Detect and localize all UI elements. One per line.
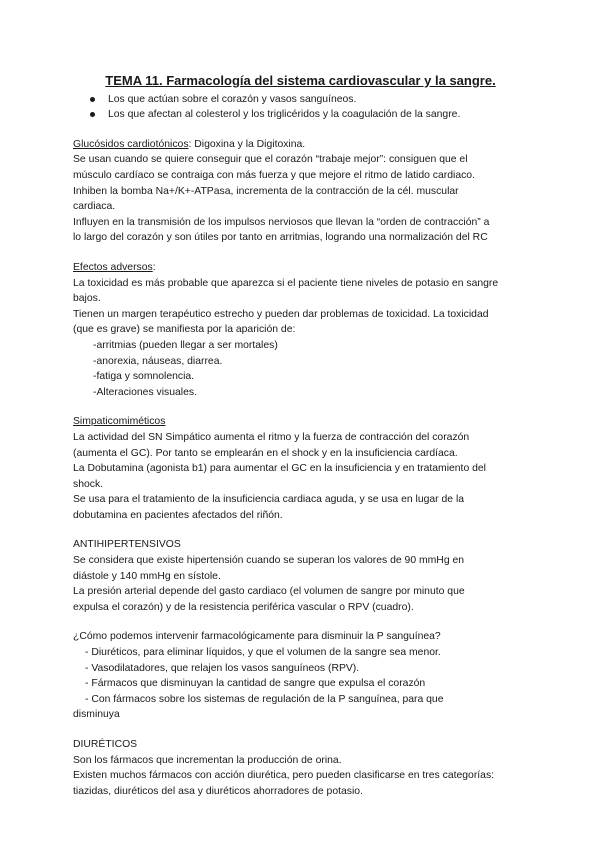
- section-heading: Glucósidos cardiotónicos: [73, 138, 189, 150]
- paragraph-line: (aumenta el GC). Por tanto se emplearán en el shock y en la insuficiencia cardíaca.: [73, 447, 458, 459]
- list-item: -Alteraciones visuales.: [93, 386, 197, 398]
- list-item: - Con fármacos sobre los sistemas de regulación de la P sanguínea, para que: [85, 693, 444, 705]
- paragraph-line: Se considera que existe hipertensión cuando se superan los valores de 90 mmHg en: [73, 555, 465, 567]
- paragraph-line: bajos.: [73, 293, 101, 305]
- document-content: [73, 72, 528, 799]
- paragraph-line: cardiaca.: [73, 201, 116, 213]
- list-item: - Vasodilatadores, que relajen los vasos sanguíneos (RPV).: [85, 662, 360, 674]
- paragraph-line: disminuya: [73, 709, 120, 721]
- paragraph-line: La actividad del SN Simpático aumenta el ritmo y la fuerza de contracción del corazón: [73, 431, 470, 443]
- paragraph-line: (que es grave) se manifiesta por la aparición de:: [73, 324, 296, 336]
- section-glucosidos: [73, 137, 528, 246]
- paragraph-line: Tienen un margen terapéutico estrecho y pueden dar problemas de toxicidad. La toxicidad: [73, 308, 489, 320]
- paragraph-line: La presión arterial depende del gasto cardiaco (el volumen de sangre por minuto que: [73, 586, 465, 598]
- section-heading: ¿Cómo podemos intervenir farmacológicamente para disminuir la P sanguínea?: [73, 631, 441, 643]
- paragraph-line: Existen muchos fármacos con acción diurética, pero pueden clasificarse en tres categorías:: [73, 770, 495, 782]
- paragraph-line: Influyen en la transmisión de los impulsos nerviosos que llevan la “orden de contracción” a: [73, 216, 490, 228]
- bullet-item: Los que afectan al colesterol y los triglicéridos y la coagulación de la sangre.: [73, 107, 528, 122]
- page-title: TEMA 11. Farmacología del sistema cardiovascular y la sangre.: [105, 73, 496, 88]
- paragraph-line: Se usan cuando se quiere conseguir que el corazón “trabaje mejor”: consiguen que el: [73, 154, 468, 166]
- paragraph-line: tiazidas, diuréticos del asa y diuréticos ahorradores de potasio.: [73, 785, 363, 797]
- section-heading-line: [73, 137, 528, 153]
- list-item: - Fármacos que disminuyan la cantidad de sangre que expulsa el corazón: [85, 678, 426, 690]
- list-item: -fatiga y somnolencia.: [93, 371, 195, 383]
- section-heading: Simpaticomiméticos: [73, 416, 166, 428]
- paragraph-line: Son los fármacos que incrementan la producción de orina.: [73, 754, 342, 766]
- paragraph-line: lo largo del corazón y son útiles por tanto en arritmias, logrando una normalización del RC: [73, 232, 488, 244]
- paragraph-line: diástole y 140 mmHg en sístole.: [73, 570, 221, 582]
- paragraph-line: shock.: [73, 478, 104, 490]
- paragraph-line: Se usa para el tratamiento de la insuficiencia cardiaca aguda, y se usa en lugar de la: [73, 494, 465, 506]
- paragraph-line: La Dobutamina (agonista b1) para aumentar el GC en la insuficiencia y en tratamiento del: [73, 463, 486, 475]
- list-item: -anorexia, náuseas, diarrea.: [93, 355, 223, 367]
- section-intervencion: [73, 629, 528, 723]
- bullet-item: Los que actúan sobre el corazón y vasos sanguíneos.: [73, 92, 528, 107]
- section-simpaticomimeticos: [73, 414, 528, 523]
- paragraph-line: músculo cardíaco se contraiga con más fuerza y que mejore el ritmo de latido cardiaco.: [73, 170, 475, 181]
- section-efectos-adversos: [73, 260, 528, 400]
- paragraph-line: dobutamina en pacientes afectados del riñón.: [73, 509, 283, 521]
- section-heading: ANTIHIPERTENSIVOS: [73, 539, 181, 551]
- paragraph-line: La toxicidad es más probable que aparezca si el paciente tiene niveles de potasio en sangre: [73, 277, 499, 289]
- list-item: - Diuréticos, para eliminar líquidos, y que el volumen de la sangre sea menor.: [85, 647, 441, 659]
- section-heading-line: [73, 260, 528, 276]
- heading-suffix: :: [152, 261, 156, 273]
- list-item: -arritmias (pueden llegar a ser mortales): [93, 339, 278, 351]
- section-diureticos: [73, 737, 528, 799]
- intro-bullet-list: [73, 92, 528, 123]
- heading-suffix: : Digoxina y la Digitoxina.: [188, 138, 306, 150]
- section-heading: Efectos adversos: [73, 261, 153, 273]
- section-antihipertensivos: [73, 537, 528, 615]
- section-heading: DIURÉTICOS: [73, 739, 138, 750]
- paragraph-line: expulsa el corazón) y de la resistencia periférica vascular o RPV (cuadro).: [73, 601, 414, 613]
- paragraph-line: Inhiben la bomba Na+/K+-ATPasa, incrementa de la contracción de la cél. muscular: [73, 185, 459, 197]
